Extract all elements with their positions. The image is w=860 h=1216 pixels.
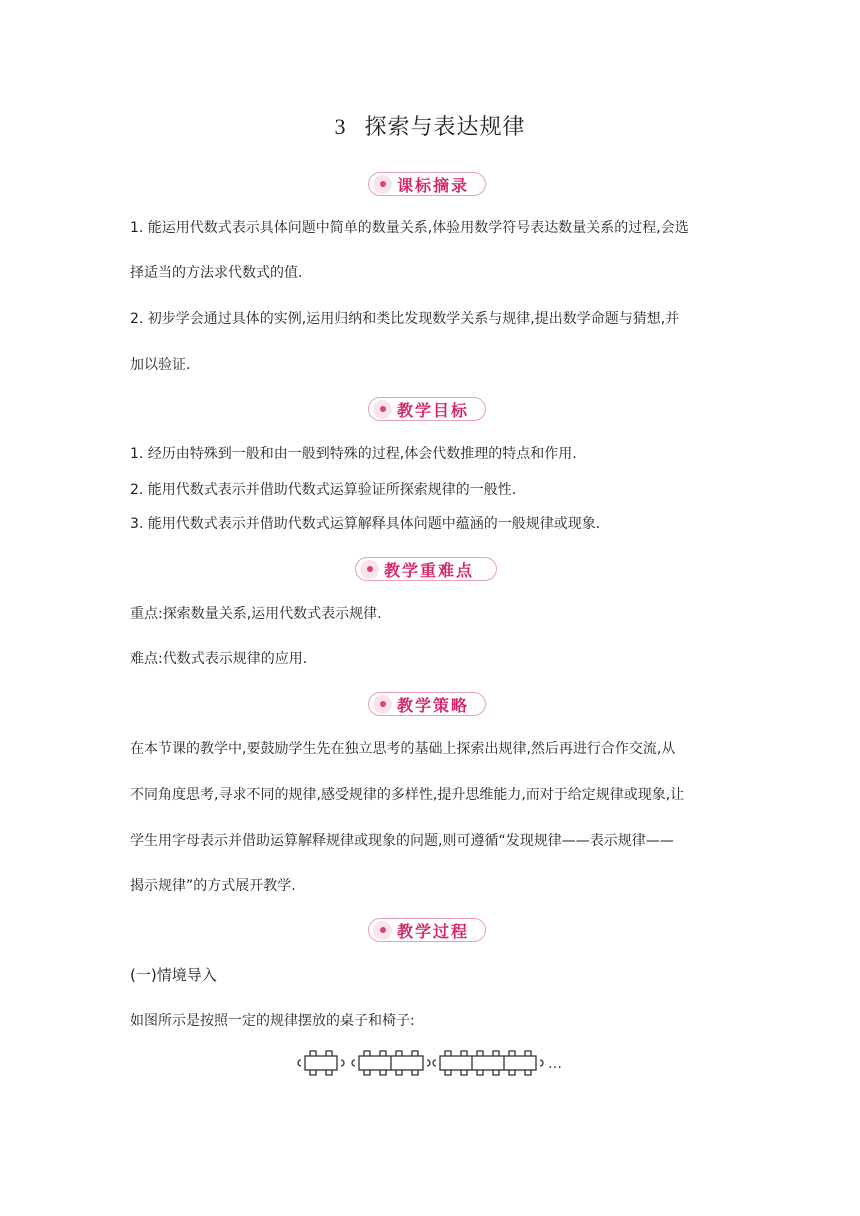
badge-label: 教学策略	[397, 695, 470, 715]
section-badge-process	[368, 918, 486, 942]
process-intro: 如图所示是按照一定的规律摆放的桌子和椅子:	[130, 1013, 415, 1029]
badge-label: 教学目标	[397, 400, 470, 420]
objective-line: 1. 经历由特殊到一般和由一般到特殊的过程,体会代数推理的特点和作用.	[130, 446, 577, 462]
strategy-line: 学生用字母表示并借助运算解释规律或现象的问题,则可遵循“发现规律——表示规律——	[130, 833, 674, 849]
page-title	[0, 110, 860, 141]
process-heading: (一)情境导入	[130, 966, 217, 984]
badge-label: 教学重难点	[384, 560, 475, 580]
badge-label: 课标摘录	[397, 175, 470, 195]
section-badge-curriculum	[368, 172, 486, 196]
section-badge-objectives	[368, 397, 486, 421]
table-group-2	[352, 1051, 430, 1075]
section-badge-strategy	[368, 692, 486, 716]
figure-ellipsis: …	[548, 1056, 562, 1072]
curriculum-line: 2. 初步学会通过具体的实例,运用归纳和类比发现数学关系与规律,提出数学命题与猜想,并	[130, 311, 680, 327]
badge-icon	[373, 695, 392, 714]
badge-icon	[373, 175, 392, 194]
strategy-line: 不同角度思考,寻求不同的规律,感受规律的多样性,提升思维能力,而对于给定规律或现象,让	[130, 787, 685, 803]
key-point-line: 难点:代数式表示规律的应用.	[130, 651, 308, 667]
tables-chairs-figure	[296, 1046, 572, 1082]
objective-line: 3. 能用代数式表示并借助代数式运算解释具体问题中蕴涵的一般规律或现象.	[130, 516, 601, 532]
badge-label: 教学过程	[397, 921, 470, 941]
badge-icon	[373, 921, 392, 940]
section-number: 3	[334, 114, 347, 139]
key-point-line: 重点:探索数量关系,运用代数式表示规律.	[130, 606, 382, 622]
title-text: 探索与表达规律	[364, 115, 526, 140]
curriculum-line: 加以验证.	[130, 357, 191, 373]
table-group-3	[433, 1051, 543, 1075]
table-group-1	[298, 1051, 344, 1075]
curriculum-line: 择适当的方法求代数式的值.	[130, 265, 303, 281]
objective-line: 2. 能用代数式表示并借助代数式运算验证所探索规律的一般性.	[130, 482, 517, 498]
section-badge-key-points	[355, 557, 497, 581]
strategy-line: 在本节课的教学中,要鼓励学生先在独立思考的基础上探索出规律,然后再进行合作交流,从	[130, 741, 676, 757]
strategy-line: 揭示规律”的方式展开教学.	[130, 878, 296, 894]
badge-icon	[373, 400, 392, 419]
badge-icon	[360, 560, 379, 579]
curriculum-line: 1. 能运用代数式表示具体问题中简单的数量关系,体验用数学符号表达数量关系的过程,会选	[130, 220, 689, 236]
